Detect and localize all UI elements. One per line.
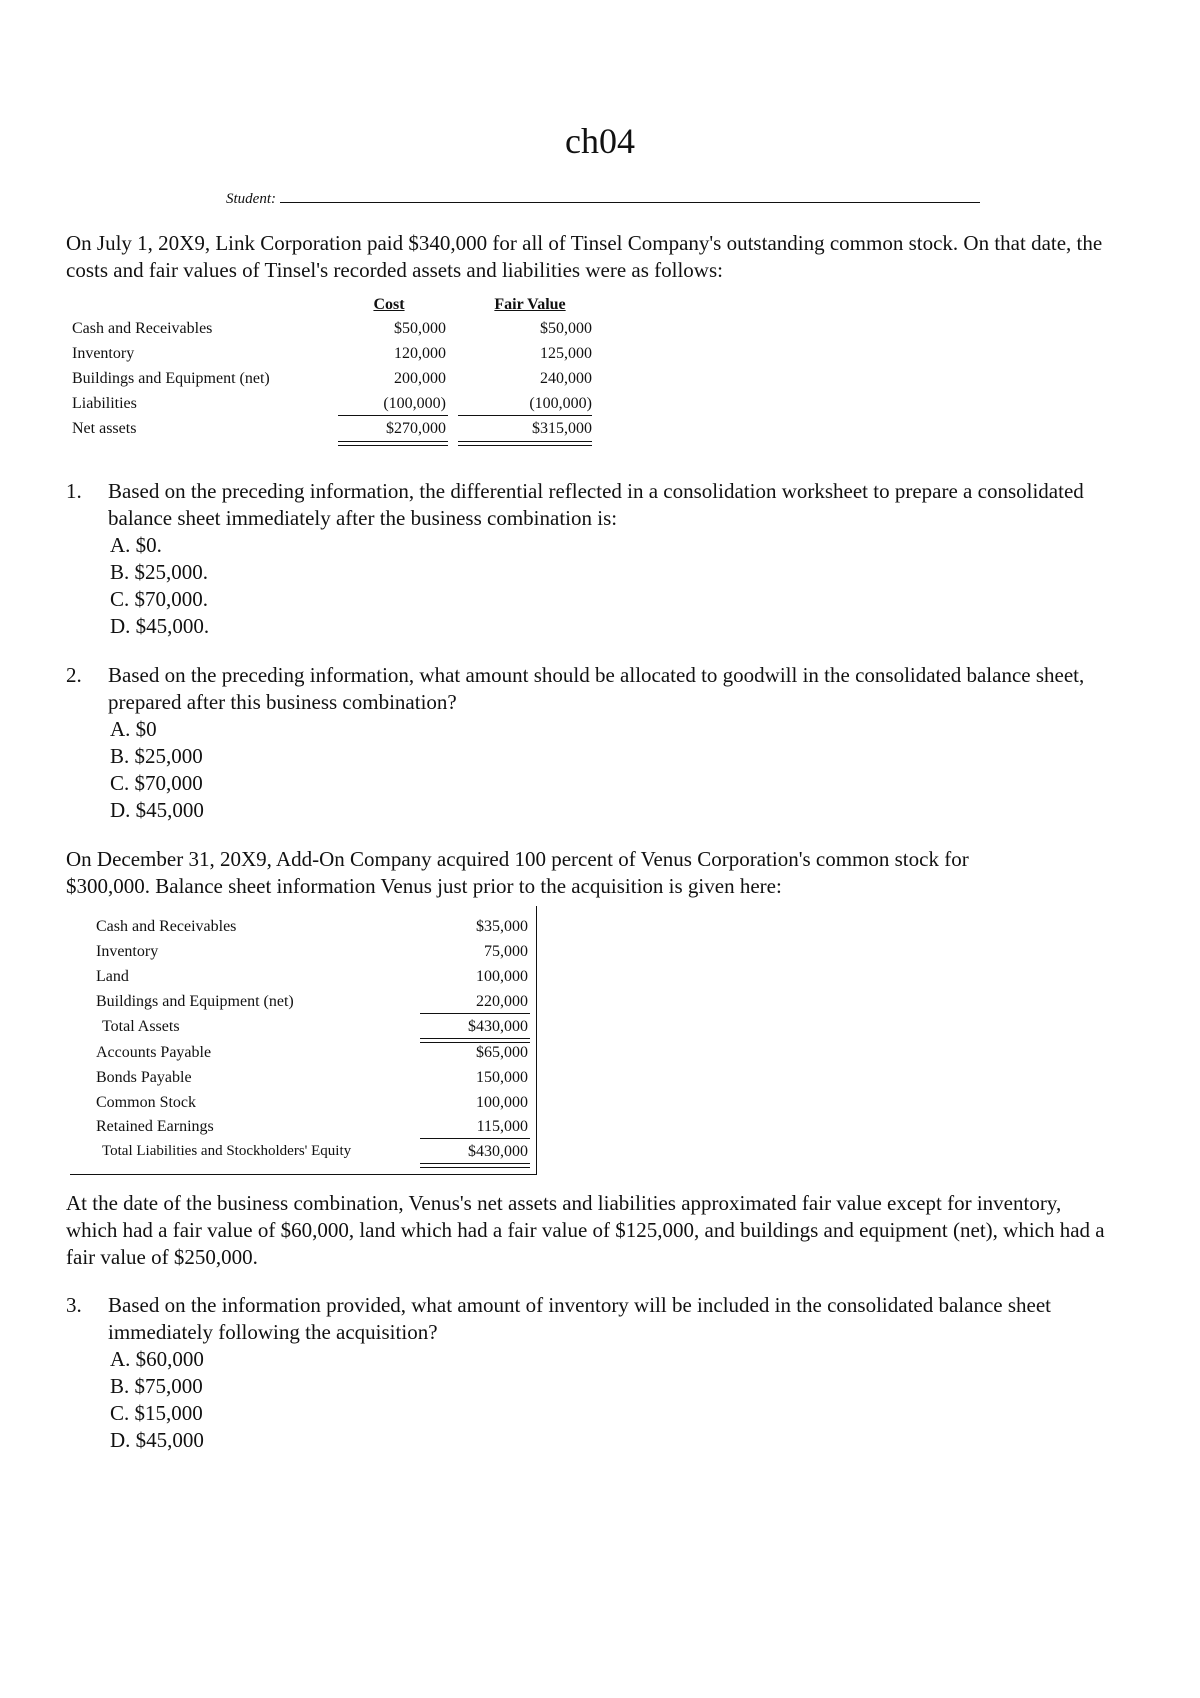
table-row (70, 1139, 530, 1164)
row-label: Accounts Payable (96, 1044, 212, 1061)
row-label: Total Assets (102, 1018, 180, 1035)
answer-option[interactable]: D. $45,000 (110, 798, 204, 822)
row-value: $430,000 (468, 1143, 528, 1160)
table1-total-double-rule-fair (458, 441, 592, 446)
row-fair-value: 240,000 (540, 370, 592, 387)
row-label: Liabilities (72, 395, 137, 412)
table-row (70, 914, 530, 939)
intro-paragraph-2: On December 31, 20X9, Add-On Company acquired 100 percent of Venus Corporation's common stock for $300,000. Balance sheet information Venus just prior to the acquisition is given here: (66, 847, 969, 898)
answer-option[interactable]: A. $0 (110, 717, 157, 741)
row-label: Net assets (72, 420, 137, 437)
row-fair-value: $315,000 (532, 420, 592, 437)
table2-right-border (536, 906, 537, 1174)
row-fair-value: 125,000 (540, 345, 592, 362)
student-blank-line (280, 188, 980, 203)
answer-option[interactable]: C. $70,000 (110, 771, 203, 795)
answer-option[interactable]: A. $0. (110, 533, 162, 557)
row-cost: $50,000 (394, 320, 446, 337)
table-row (70, 964, 530, 989)
venus-balance-sheet-table (70, 906, 536, 1176)
question-2 (66, 662, 1136, 824)
row-value: 220,000 (476, 993, 528, 1010)
table-row (70, 1040, 530, 1065)
row-value: 100,000 (476, 1094, 528, 1111)
table2-total-equity-double-rule (420, 1163, 530, 1168)
answer-option[interactable]: A. $60,000 (110, 1347, 204, 1371)
answer-option[interactable]: D. $45,000 (110, 1428, 204, 1452)
question-text: Based on the preceding information, what amount should be allocated to goodwill in the consolidated balance sheet, prepared after this business combination? (108, 663, 1085, 714)
table1-total-double-rule-cost (338, 441, 448, 446)
row-value: 150,000 (476, 1069, 528, 1086)
table2-bottom-border (70, 1174, 537, 1175)
row-value: $430,000 (468, 1018, 528, 1035)
table-row (72, 416, 592, 441)
row-value: 100,000 (476, 968, 528, 985)
tinsel-cost-fair-value-table (72, 292, 592, 442)
question-number: 1. (66, 479, 82, 503)
question-1 (66, 478, 1136, 640)
row-label: Cash and Receivables (96, 918, 237, 935)
table1-header-row (72, 292, 592, 317)
row-fair-value: $50,000 (540, 320, 592, 337)
question-text: Based on the preceding information, the differential reflected in a consolidation worksheet to prepare a consolidated balance sheet immediately after the business combination is: (108, 479, 1084, 530)
row-label: Land (96, 968, 129, 985)
row-label: Common Stock (96, 1094, 197, 1111)
table-row (70, 1090, 530, 1115)
table-row (72, 316, 592, 341)
table-row (70, 1114, 530, 1139)
row-value: $35,000 (476, 918, 528, 935)
table-row (70, 1014, 530, 1039)
question-number: 3. (66, 1293, 82, 1317)
student-label: Student: (226, 191, 276, 207)
row-value: 115,000 (476, 1118, 528, 1135)
row-label: Cash and Receivables (72, 320, 213, 337)
row-cost: 200,000 (394, 370, 446, 387)
row-cost: (100,000) (383, 395, 446, 412)
answer-option[interactable]: C. $70,000. (110, 587, 209, 611)
table-row (72, 366, 592, 391)
row-fair-value: (100,000) (529, 395, 592, 412)
row-value: $65,000 (476, 1044, 528, 1061)
row-label: Bonds Payable (96, 1069, 192, 1086)
row-cost: $270,000 (386, 420, 446, 437)
table-row (72, 391, 592, 416)
question-number: 2. (66, 663, 82, 687)
table-row (72, 341, 592, 366)
row-label: Retained Earnings (96, 1118, 214, 1135)
table-row (70, 1065, 530, 1090)
table-row (70, 939, 530, 964)
row-label: Buildings and Equipment (net) (72, 370, 270, 387)
table-row (70, 989, 530, 1014)
answer-option[interactable]: B. $75,000 (110, 1374, 203, 1398)
answer-option[interactable]: D. $45,000. (110, 614, 210, 638)
table1-header-fair-value: Fair Value (494, 296, 566, 313)
row-label: Buildings and Equipment (net) (96, 993, 294, 1010)
question-3 (66, 1292, 1136, 1454)
row-label: Total Liabilities and Stockholders' Equity (102, 1143, 352, 1159)
document-title: ch04 (565, 121, 635, 161)
student-field[interactable] (226, 188, 980, 208)
answer-option[interactable]: C. $15,000 (110, 1401, 203, 1425)
row-value: 75,000 (484, 943, 528, 960)
row-label: Inventory (96, 943, 159, 960)
intro-paragraph-1: On July 1, 20X9, Link Corporation paid $340,000 for all of Tinsel Company's outstanding common stock. On that date, the costs and fair values of Tinsel's recorded assets and liabilities were as follows: (66, 231, 1103, 282)
answer-option[interactable]: B. $25,000 (110, 744, 203, 768)
paragraph-3: At the date of the business combination, Venus's net assets and liabilities approximated fair value except for inventory, which had a fair value of $60,000, land which had a fair value of $125,000, and buildings and equipment (net), which had a fair value of $250,000. (66, 1191, 1105, 1269)
question-text: Based on the information provided, what amount of inventory will be included in the consolidated balance sheet immediately following the acquisition? (108, 1293, 1052, 1344)
row-cost: 120,000 (394, 345, 446, 362)
table1-header-cost: Cost (373, 296, 405, 313)
answer-option[interactable]: B. $25,000. (110, 560, 209, 584)
row-label: Inventory (72, 345, 135, 362)
